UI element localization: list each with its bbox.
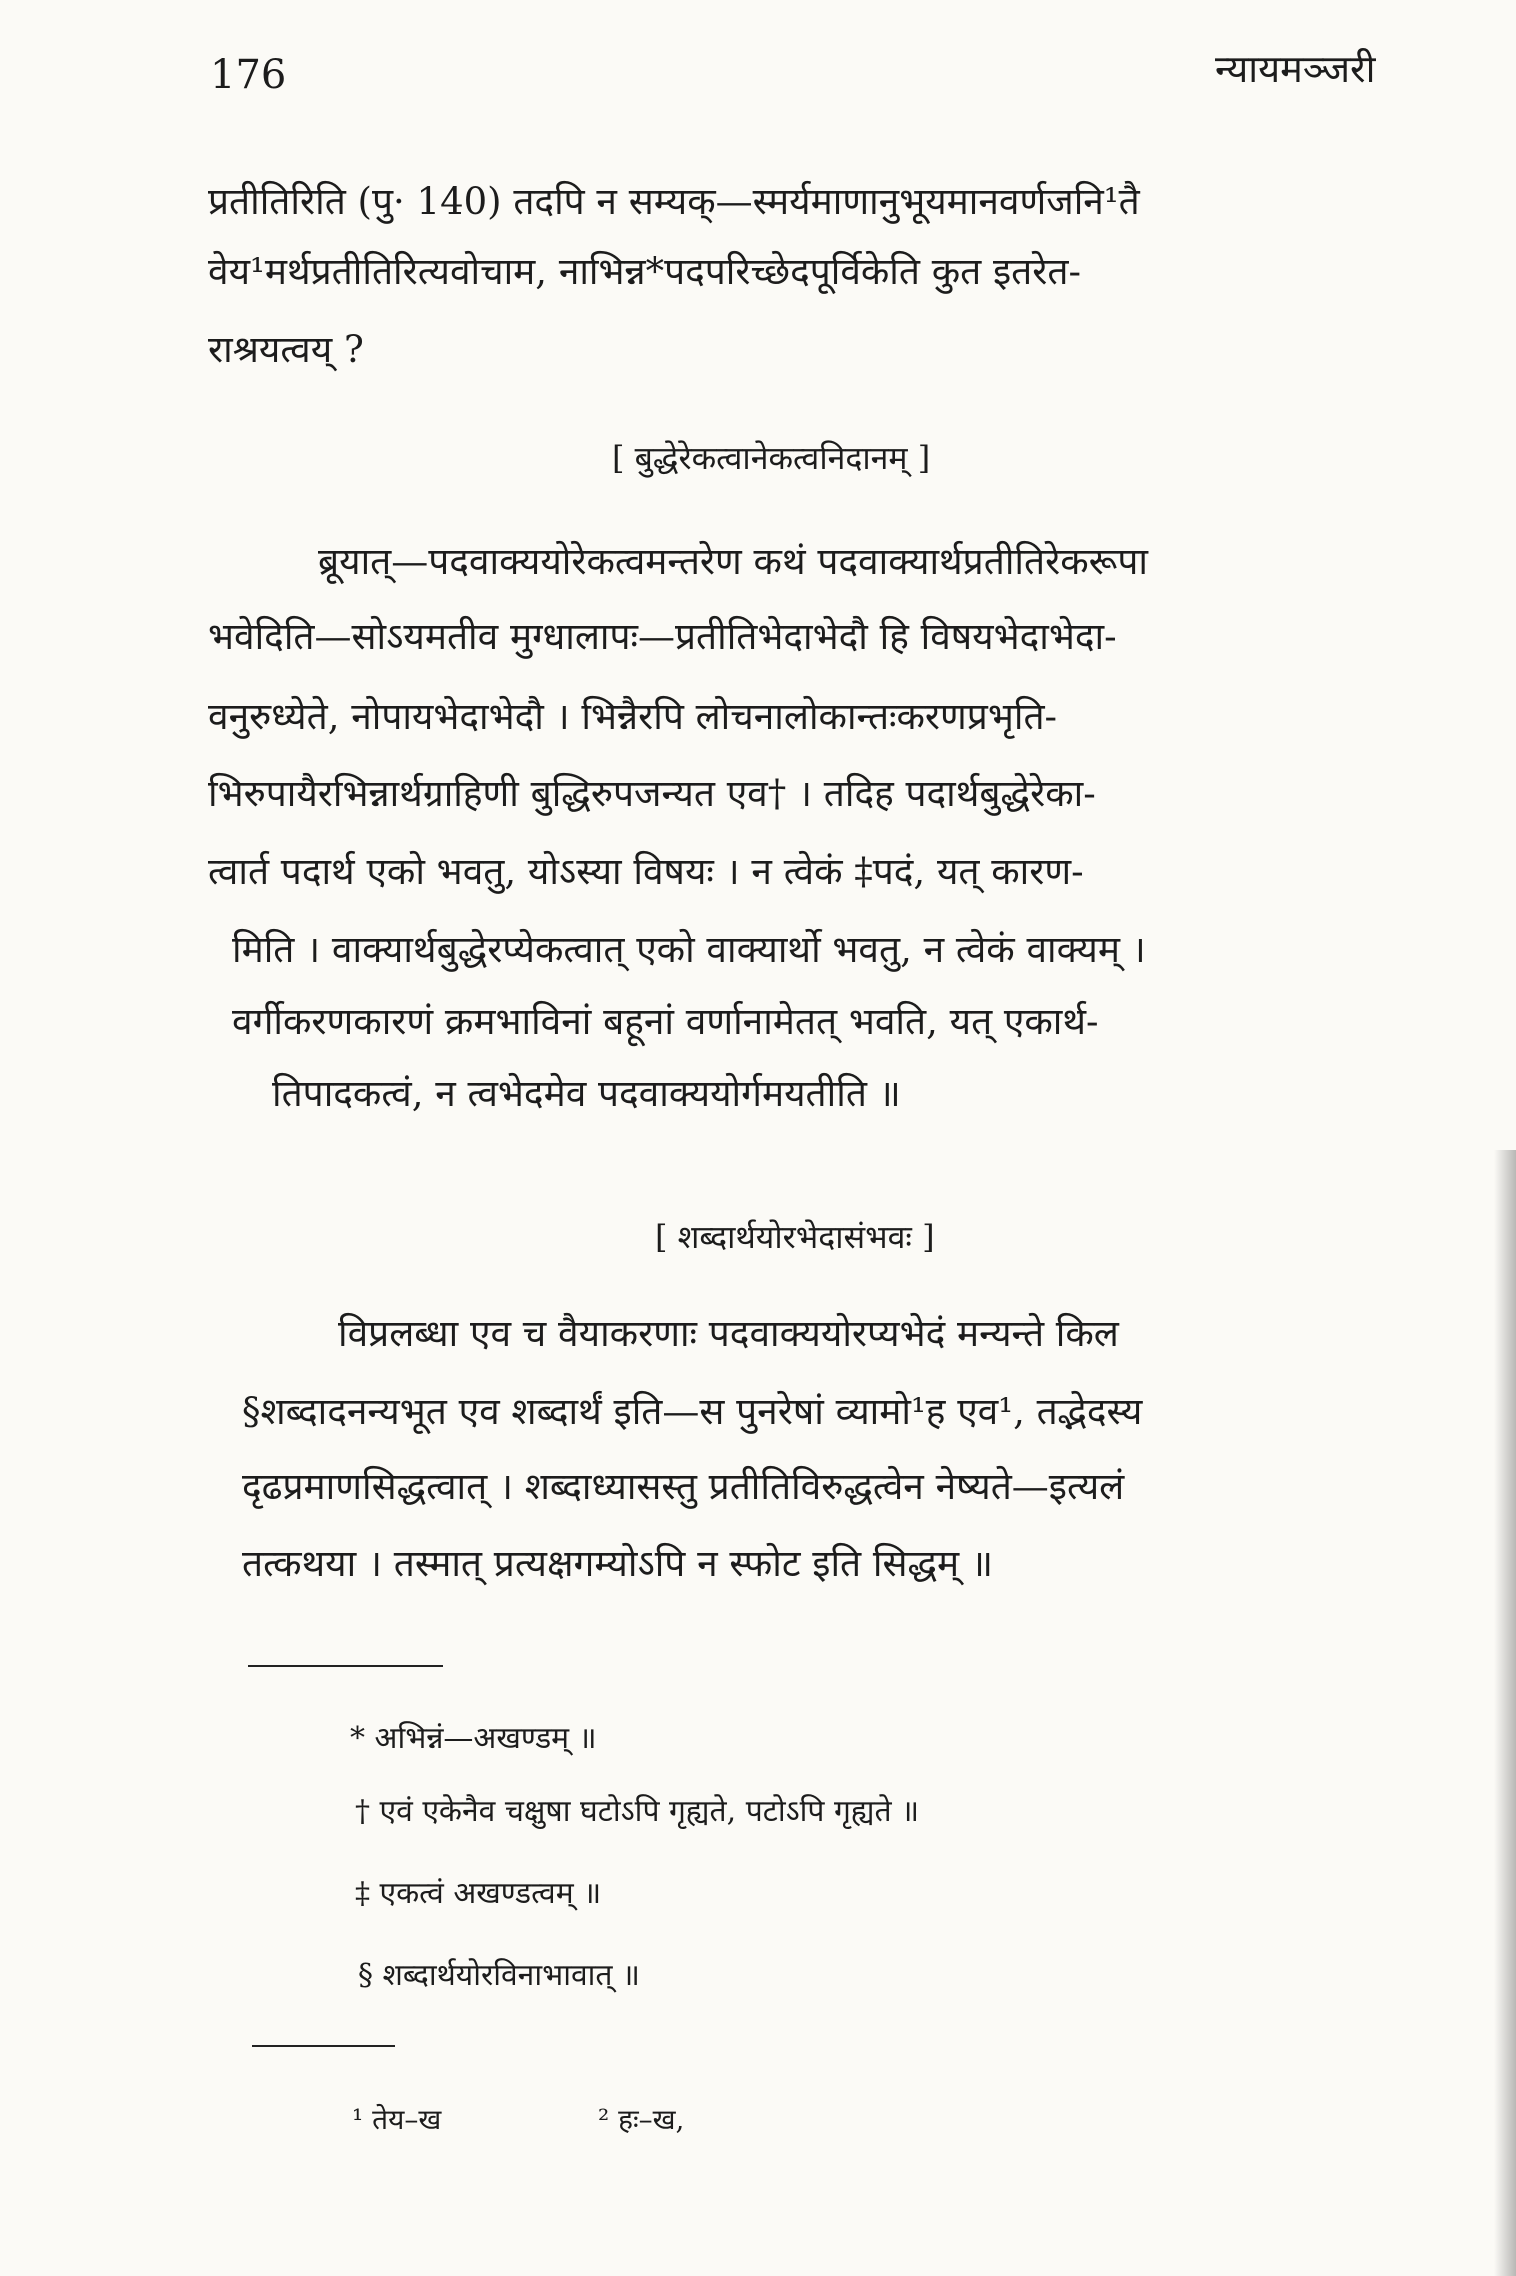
para2-line: वनुरुध्येते, नोपायभेदाभेदौ । भिन्नैरपि लोचनालोकान्तःकरणप्रभृति- [208,695,1058,738]
para3-line: §शब्दादनन्यभूत एव शब्दार्थं इति—स पुनरेषां व्यामो¹ह एव¹, तद्भेदस्य [242,1390,1143,1433]
para3-line: विप्रलब्धा एव च वैयाकरणाः पदवाक्ययोरप्यभेदं मन्यन्ते किल [338,1312,1119,1355]
para3-line: तत्कथया । तस्मात् प्रत्यक्षगम्योऽपि न स्फोट इति सिद्धम् ॥ [242,1542,994,1585]
para2-line: भवेदिति—सोऽयमतीव मुग्धालापः—प्रतीतिभेदाभेदौ हि विषयभेदाभेदा- [208,615,1117,658]
para1-line: राश्रयत्वय् ? [208,328,364,371]
section-heading: [ बुद्धेरेकत्वानेकत्वनिदानम् ] [612,439,931,477]
variant-rule [252,2045,395,2047]
section-heading: [ शब्दार्थयोरभेदासंभवः ] [655,1218,935,1256]
footnote: * अभिन्नं—अखण्डम् ॥ [350,1721,597,1756]
para3-line: दृढप्रमाणसिद्धत्वात् । शब्दाध्यासस्तु प्रतीतिविरुद्धत्वेन नेष्यते—इत्यलं [242,1465,1125,1508]
para1-line: वेय¹मर्थप्रतीतिरित्यवोचाम, नाभिन्न*पदपरिच्छेदपूर्विकेति कुत इतरेत- [208,250,1081,293]
para2-line: वर्गीकरणकारणं क्रमभाविनां बहूनां वर्णानामेतत् भवति, यत् एकार्थ- [232,1000,1099,1043]
footnote: ‡ एकत्वं अखण्डत्वम् ॥ [355,1876,602,1911]
variant-reading: ² हः–ख, [598,2103,685,2136]
para2-line: भिरुपायैरभिन्नार्थग्राहिणी बुद्धिरुपजन्यत एव† । तदिह पदार्थबुद्धेरेका- [208,772,1096,815]
footnote: § शब्दार्थयोरविनाभावात् ॥ [358,1958,641,1993]
para2-line: मिति । वाक्यार्थबुद्धेरप्येकत्वात् एको वाक्यार्थो भवतु, न त्वेकं वाक्यम् । [232,928,1146,971]
page-edge-shadow [1494,1150,1516,2276]
page-number: 176 [210,52,287,98]
para2-line: त्वार्त पदार्थ एको भवतु, योऽस्या विषयः । न त्वेकं ‡पदं, यत् कारण- [208,850,1084,893]
para2-line: ब्रूयात्—पदवाक्ययोरेकत्वमन्तरेण कथं पदवाक्यार्थप्रतीतिरेकरूपा [318,540,1148,583]
footnote: † एवं एकेनैव चक्षुषा घटोऽपि गृह्यते, पटोऽपि गृह्यते ॥ [355,1794,920,1829]
footnote-rule [248,1665,443,1667]
running-head: न्यायमञ्जरी [1215,47,1376,91]
para1-line: प्रतीतिरिति (पु· 140) तदपि न सम्यक्—स्मर्यमाणानुभूयमानवर्णजनि¹तै [208,180,1140,223]
variant-reading: ¹ तेय–ख [352,2103,442,2136]
para2-line: तिपादकत्वं, न त्वभेदमेव पदवाक्ययोर्गमयतीति ॥ [272,1072,901,1115]
